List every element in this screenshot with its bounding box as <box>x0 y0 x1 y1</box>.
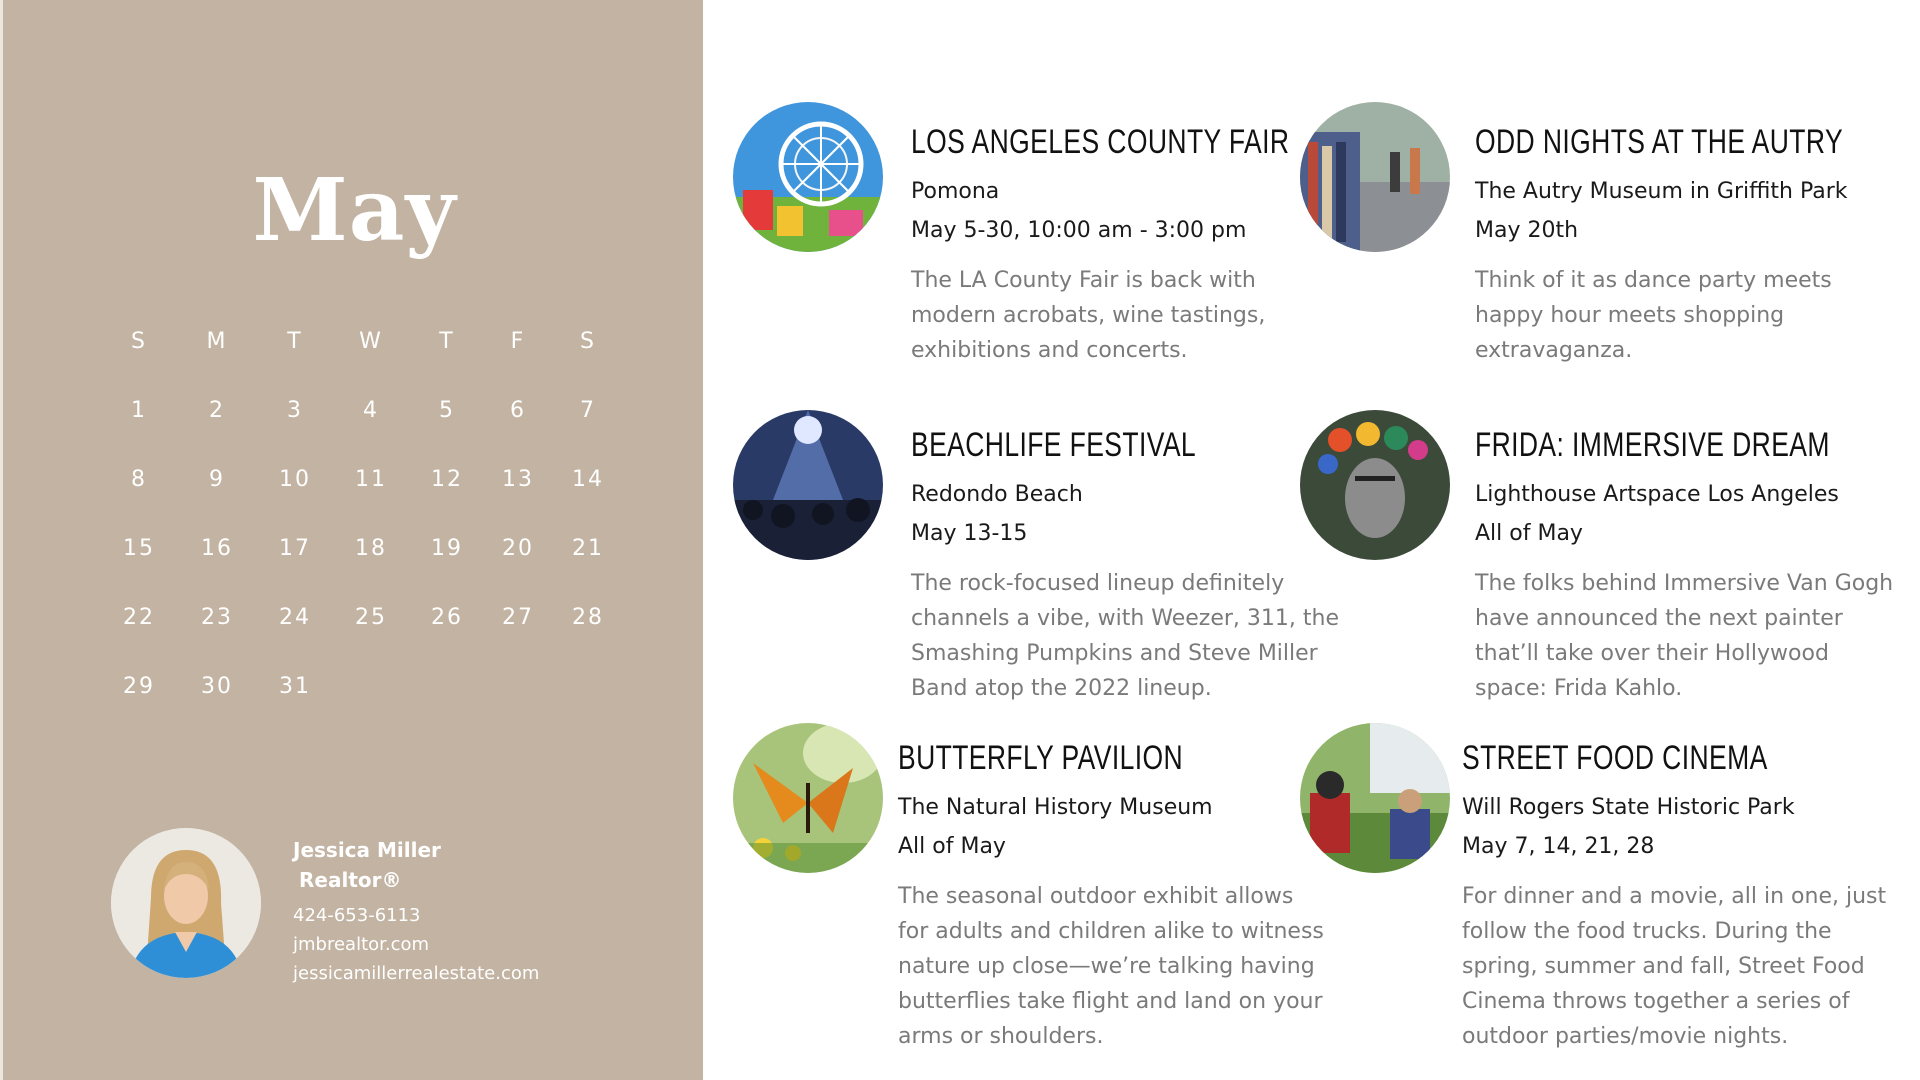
calendar-day: 10 <box>279 467 311 492</box>
event-title: LOS ANGELES COUNTY FAIR <box>911 123 1290 161</box>
calendar-day: 18 <box>355 536 387 561</box>
event-description: The folks behind Immersive Van Gogh have announced the next painter that’ll take over their Hollywood space: Frida Kahlo. <box>1475 571 1894 701</box>
weekday-header: F <box>510 329 526 354</box>
event-description: Think of it as dance party meets happy hour meets shopping extravaganza. <box>1475 268 1832 363</box>
calendar-day: 29 <box>123 674 155 699</box>
event-title: BUTTERFLY PAVILION <box>898 739 1184 777</box>
weekday-header: T <box>439 329 455 354</box>
ferris-wheel-photo <box>733 102 883 252</box>
calendar-day: 27 <box>502 605 534 630</box>
event-date: May 13-15 <box>911 521 1028 546</box>
event-description: The rock-focused lineup definitely channels a vibe, with Weezer, 311, the Smashing Pumpkins and Steve Miller Band atop the 2022 lineup. <box>911 571 1340 701</box>
calendar-day: 5 <box>439 398 455 423</box>
event-description: The LA County Fair is back with modern acrobats, wine tastings, exhibitions and concerts. <box>911 268 1266 363</box>
calendar-day: 28 <box>572 605 604 630</box>
calendar-day: 25 <box>355 605 387 630</box>
calendar-day: 16 <box>201 536 233 561</box>
calendar-day: 24 <box>279 605 311 630</box>
calendar-day: 22 <box>123 605 155 630</box>
calendar-day: 8 <box>131 467 147 492</box>
calendar-day: 6 <box>510 398 526 423</box>
calendar-day: 17 <box>279 536 311 561</box>
event-date: All of May <box>898 834 1006 859</box>
event-title: STREET FOOD CINEMA <box>1462 739 1768 777</box>
event-date: May 5-30, 10:00 am - 3:00 pm <box>911 218 1247 243</box>
calendar-panel <box>0 0 703 1080</box>
event-date: All of May <box>1475 521 1583 546</box>
event-description: The seasonal outdoor exhibit allows for adults and children alike to witness nature up close—we’re talking having butterflies take flight and land on your arms or shoulders. <box>898 884 1324 1049</box>
calendar-day: 15 <box>123 536 155 561</box>
calendar-day: 9 <box>209 467 225 492</box>
calendar-day: 19 <box>431 536 463 561</box>
event-location: Lighthouse Artspace Los Angeles <box>1475 482 1839 507</box>
calendar-day: 12 <box>431 467 463 492</box>
calendar-day: 30 <box>201 674 233 699</box>
weekday-header: T <box>287 329 303 354</box>
event-location: Redondo Beach <box>911 482 1083 507</box>
calendar-day: 4 <box>363 398 379 423</box>
butterfly-photo <box>733 723 883 873</box>
event-title: ODD NIGHTS AT THE AUTRY <box>1475 123 1844 161</box>
calendar-day: 13 <box>502 467 534 492</box>
market-crowd-photo <box>1300 102 1450 252</box>
month-title: May <box>252 160 457 261</box>
frida-portrait-photo <box>1300 410 1450 560</box>
weekday-header: M <box>206 329 228 354</box>
weekday-header: S <box>131 329 147 354</box>
weekday-header: W <box>359 329 383 354</box>
agent-title: Realtor® <box>299 868 402 892</box>
concert-crowd-photo <box>733 410 883 560</box>
agent-photo <box>111 828 261 978</box>
event-location: Pomona <box>911 179 1000 204</box>
calendar-day: 11 <box>355 467 387 492</box>
calendar-day: 7 <box>580 398 596 423</box>
calendar-day: 14 <box>572 467 604 492</box>
calendar-day: 20 <box>502 536 534 561</box>
event-location: Will Rogers State Historic Park <box>1462 795 1795 820</box>
calendar-day: 3 <box>287 398 303 423</box>
agent-website-link[interactable]: jmbrealtor.com <box>293 934 430 955</box>
calendar-day: 1 <box>131 398 147 423</box>
event-location: The Natural History Museum <box>898 795 1213 820</box>
agent-name: Jessica Miller <box>293 838 441 862</box>
agent-phone[interactable]: 424-653-6113 <box>293 905 421 926</box>
calendar-day: 31 <box>279 674 311 699</box>
event-location: The Autry Museum in Griffith Park <box>1475 179 1848 204</box>
event-title: FRIDA: IMMERSIVE DREAM <box>1475 426 1830 464</box>
calendar-day: 2 <box>209 398 225 423</box>
event-date: May 20th <box>1475 218 1579 243</box>
agent-website-link[interactable]: jessicamillerrealestate.com <box>293 963 540 984</box>
calendar-day: 21 <box>572 536 604 561</box>
event-description: For dinner and a movie, all in one, just follow the food trucks. During the spring, summer and fall, Street Food Cinema throws together a series of outdoor parties/movie nights. <box>1462 884 1887 1049</box>
event-date: May 7, 14, 21, 28 <box>1462 834 1655 859</box>
outdoor-cinema-photo <box>1300 723 1450 873</box>
calendar-day: 26 <box>431 605 463 630</box>
event-title: BEACHLIFE FESTIVAL <box>911 426 1197 464</box>
calendar-day: 23 <box>201 605 233 630</box>
weekday-header: S <box>580 329 596 354</box>
